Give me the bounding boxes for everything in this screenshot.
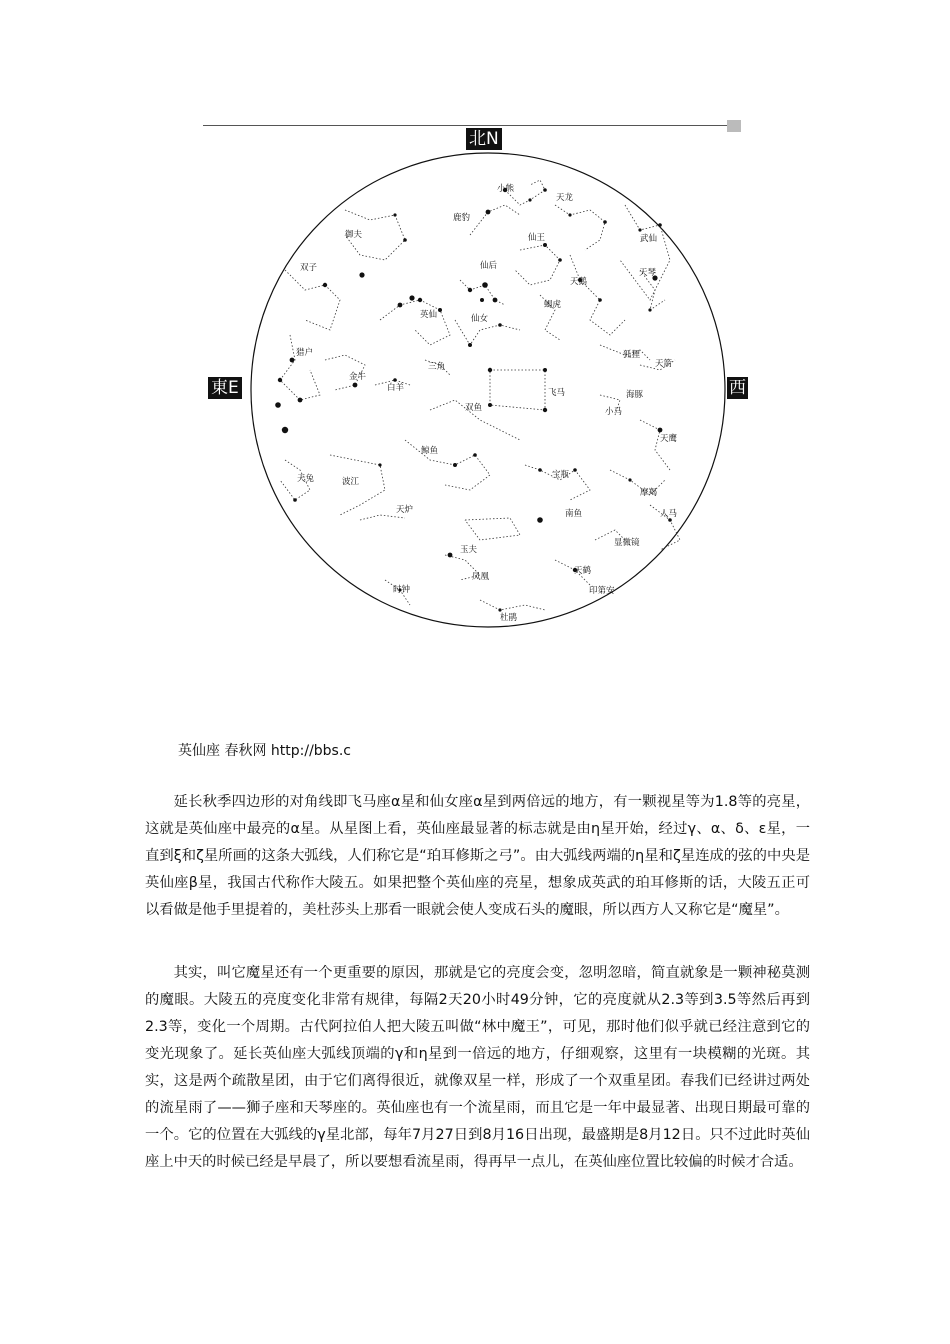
constellation-label-xiaoxiong: 小熊 bbox=[497, 184, 515, 194]
star bbox=[403, 238, 407, 242]
star bbox=[568, 213, 571, 216]
star bbox=[658, 428, 663, 433]
star bbox=[275, 402, 281, 408]
line-jingyu bbox=[405, 440, 490, 490]
line-feima bbox=[490, 370, 545, 410]
star bbox=[558, 258, 562, 262]
constellation-label-xianweijing: 显微镜 bbox=[614, 538, 640, 548]
constellation-label-shuangzi: 双子 bbox=[300, 263, 318, 273]
star bbox=[393, 378, 397, 382]
star bbox=[290, 358, 295, 363]
constellation-label-yingxian: 英仙 bbox=[420, 310, 438, 320]
line-tiane bbox=[570, 255, 625, 335]
constellation-label-tianlong: 天龙 bbox=[556, 193, 574, 203]
star bbox=[537, 517, 543, 523]
star bbox=[648, 308, 651, 311]
constellation-label-shizhong: 时钟 bbox=[393, 585, 411, 595]
constellation-label-yindian: 印第安 bbox=[589, 586, 615, 596]
star bbox=[453, 463, 457, 467]
star bbox=[438, 308, 442, 312]
line-nanyu bbox=[465, 518, 520, 540]
constellation-label-yufu2: 玉夫 bbox=[460, 545, 478, 555]
constellation-label-tianlu: 天炉 bbox=[396, 505, 414, 515]
star bbox=[480, 298, 484, 302]
star bbox=[543, 368, 547, 372]
star bbox=[543, 243, 547, 247]
star bbox=[448, 553, 453, 558]
star bbox=[378, 463, 381, 466]
star bbox=[603, 220, 607, 224]
sky-horizon-circle bbox=[251, 153, 725, 627]
star bbox=[543, 188, 547, 192]
constellation-label-bojiang: 波江 bbox=[342, 477, 360, 487]
star bbox=[298, 398, 303, 403]
star bbox=[482, 282, 488, 288]
constellation-label-feima: 飞马 bbox=[548, 388, 566, 398]
constellation-label-tiantu: 天兔 bbox=[297, 474, 315, 484]
line-yingxian bbox=[380, 300, 450, 345]
star bbox=[282, 427, 288, 433]
line-dujuan bbox=[480, 600, 545, 610]
star bbox=[393, 213, 396, 216]
star bbox=[398, 303, 403, 308]
star bbox=[528, 198, 531, 201]
star bbox=[359, 272, 364, 277]
star bbox=[468, 343, 472, 347]
star bbox=[543, 408, 547, 412]
north-label: 北N bbox=[466, 128, 502, 150]
constellation-label-jinniu: 金牛 bbox=[349, 372, 367, 382]
constellation-label-tianqin: 天琴 bbox=[639, 268, 657, 278]
paragraph: 其实，叫它魔星还有一个更重要的原因，那就是它的亮度会变，忽明忽暗，简直就象是一颗神秘莫测的魔眼。大陵五的亮度变化非常有规律，每隔2天20小时49分钟，它的亮度就从2.3等到3.5等然后再到2.3等，变化一个周期。古代阿拉伯人把大陵五叫做“林中魔王”，可见，那时他们似乎就已经注意到它的变光现象了。延长英仙座大弧线顶端的γ和η星到一倍远的地方，仔细观察，这里有一块模糊的光斑。其实，这是两个疏散星团，由于它们离得很近，就像双星一样，形成了一个双重星团。春我们已经讲过两处的流星雨了——狮子座和天琴座的。英仙座也有一个流星雨，而且它是一年中最显著、出现日期最可靠的一个。它的位置在大弧线的γ星北部，每年7月27日到8月16日出现，最盛期是8月12日。只不过此时英仙座上中天的时候已经是早晨了，所以要想看流星雨，得再早一点儿，在英仙座位置比较偏的时候才合适。 bbox=[145, 965, 810, 1170]
constellation-label-xiaoma: 小马 bbox=[605, 407, 623, 417]
star bbox=[468, 288, 472, 292]
constellation-label-liehu: 猎户 bbox=[296, 348, 314, 358]
star bbox=[486, 210, 491, 215]
star bbox=[278, 378, 282, 382]
constellation-label-tiane: 天鹅 bbox=[570, 277, 588, 287]
constellation-label-mojie: 摩羯 bbox=[640, 488, 658, 498]
star bbox=[658, 223, 662, 227]
star bbox=[638, 228, 641, 231]
star bbox=[493, 298, 498, 303]
constellation-label-tianying: 天鹰 bbox=[660, 434, 678, 444]
east-label: 東E bbox=[208, 377, 242, 399]
constellation-label-dujuan: 杜鹃 bbox=[500, 613, 518, 623]
line-shuangzi bbox=[285, 270, 340, 330]
star bbox=[498, 323, 502, 327]
constellation-label-tianhe: 天鹤 bbox=[574, 566, 592, 576]
star bbox=[409, 295, 414, 300]
west-label: 西 bbox=[729, 378, 746, 398]
constellation-label-xiannu: 仙女 bbox=[471, 314, 489, 324]
constellation-label-jingyu: 鲸鱼 bbox=[421, 446, 439, 456]
star bbox=[628, 478, 631, 481]
constellation-label-baoping: 宝瓶 bbox=[552, 470, 570, 480]
star bbox=[473, 453, 477, 457]
line-tianlong bbox=[555, 205, 605, 250]
line-lupao bbox=[470, 205, 520, 235]
star bbox=[598, 298, 602, 302]
star bbox=[323, 283, 327, 287]
line-tianlu bbox=[360, 515, 405, 520]
star bbox=[418, 298, 422, 302]
constellation-label-haitun: 海豚 bbox=[626, 390, 644, 400]
star bbox=[293, 498, 297, 502]
constellation-label-sanjiao: 三角 bbox=[428, 362, 446, 372]
constellation-label-nanyu: 南鱼 bbox=[565, 509, 583, 519]
constellation-label-tianjian: 天箭 bbox=[655, 359, 673, 369]
star bbox=[538, 468, 542, 472]
constellation-label-yufu: 御夫 bbox=[345, 230, 363, 240]
star bbox=[488, 368, 492, 372]
constellation-label-xianwang: 仙王 bbox=[528, 233, 546, 243]
constellation-label-shuangyu: 双鱼 bbox=[465, 403, 483, 413]
paragraph: 延长秋季四边形的对角线即飞马座α星和仙女座α星到两倍远的地方，有一颗视星等为1.8等的亮星，这就是英仙座中最亮的α星。从星图上看，英仙座最显著的标志就是由η星开始，经过γ、α、δ、ε星，一直到ξ和ζ星所画的这条大弧线，人们称它是“珀耳修斯之弓”。由大弧线两端的η星和ζ星连成的弦的中央是英仙座β星，我国古代称作大陵五。如果把整个英仙座的亮星，想象成英武的珀耳修斯的话，大陵五正可以看做是他手里提着的，美杜莎头上那看一眼就会使人变成石头的魔眼，所以西方人又称它是“魔星”。 bbox=[145, 794, 810, 918]
line-tianying bbox=[640, 420, 670, 470]
image-caption: 英仙座 春秋网 http://bbs.c bbox=[178, 743, 352, 759]
star bbox=[488, 403, 492, 407]
constellation-label-xianhou: 仙后 bbox=[480, 261, 498, 271]
line-xianwang bbox=[515, 245, 560, 285]
line-wuxian bbox=[620, 205, 670, 300]
constellation-label-baiyang: 白羊 bbox=[387, 383, 405, 393]
constellation-label-lupao: 鹿豹 bbox=[453, 213, 471, 223]
constellation-labels bbox=[296, 183, 678, 623]
constellation-label-wuxian: 武仙 bbox=[640, 234, 658, 244]
constellation-label-huli: 狐狸 bbox=[623, 350, 641, 360]
constellation-label-renma: 人马 bbox=[660, 509, 678, 519]
star bbox=[498, 608, 501, 611]
constellation-label-bihu: 蝎虎 bbox=[544, 300, 562, 310]
star bbox=[573, 468, 577, 472]
constellation-label-fenghuang: 凤凰 bbox=[472, 572, 490, 582]
star bbox=[353, 383, 358, 388]
line-liehu bbox=[280, 335, 320, 400]
